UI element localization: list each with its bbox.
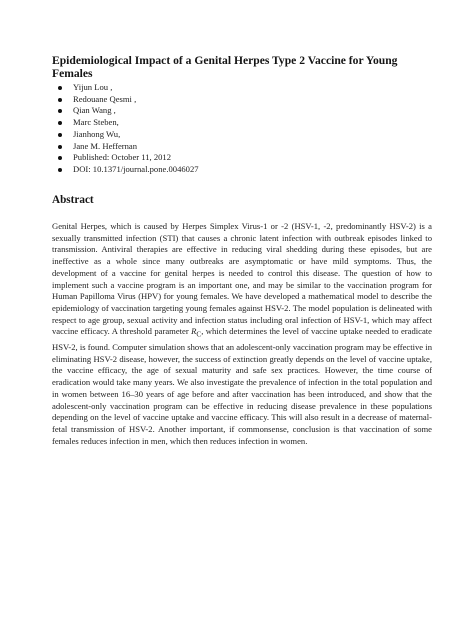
author-name: Jane M. Heffernan: [73, 140, 138, 151]
bullet-icon: [58, 145, 62, 149]
threshold-subscript: C: [196, 331, 202, 340]
bullet-icon: [58, 121, 62, 125]
author-meta-list: [52, 82, 432, 176]
author-item: [52, 141, 432, 153]
paper-title: Epidemiological Impact of a Genital Herpes Type 2 Vaccine for Young Females: [52, 54, 398, 81]
bullet-icon: [58, 86, 62, 90]
bullet-icon: [58, 156, 62, 160]
bullet-icon: [58, 98, 62, 102]
author-name: Redouane Qesmi ,: [73, 93, 137, 104]
author-item: [52, 129, 432, 141]
author-item: [52, 105, 432, 117]
bullet-icon: [58, 168, 62, 172]
bullet-icon: [58, 109, 62, 113]
author-name: Marc Steben,: [73, 117, 119, 128]
published-date-item: [52, 152, 432, 164]
author-name: Qian Wang ,: [73, 105, 116, 116]
doi-item: [52, 164, 432, 176]
doi-text: DOI: 10.1371/journal.pone.0046027: [73, 163, 199, 174]
author-item: [52, 117, 432, 129]
abstract-text-part2: , which determines the level of vaccine uptake needed to eradicate HSV-2, is found. Computer simulation shows that an adolescent-only vaccination program may be effective in eliminating HSV-2 disease, however, the success of extinction greatly depends on the level of vaccine uptake, the vaccine efficacy, the age of sexual maturity and safe sex practices. However, the time course of eradication would take many years. We also investigate the prevalence of infection in the total population and in women between 16–30 years of age before and after vaccination has been introduced, and show that the adolescent-only vaccination program can be effective in reducing disease prevalence in these populations depending on the level of vaccine uptake and vaccine efficacy. This will also result in a decrease of maternal-fetal transmission of HSV-2. Another important, if commonsense, conclusion is that vaccination of some females reduces infection in men, which then reduces infection in women.: [52, 326, 432, 446]
author-name: Yijun Lou ,: [73, 82, 113, 92]
bullet-icon: [58, 133, 62, 137]
abstract-text-part1: Genital Herpes, which is caused by Herpes Simplex Virus-1 or -2 (HSV-1, -2, predominantly HSV-2) is a sexually transmitted infection (STI) that causes a chronic latent infection with outbreak episodes linked to transmission. Antiviral therapies are effective in reducing viral shedding during these episodes, but are ineffective as a whole since many outbreaks are asymptomatic or have mild symptoms. Thus, the development of a vaccine for genital herpes is needed to control this disease. The question of how to implement such a vaccine program is an important one, and may be similar to the vaccination program for Human Papilloma Virus (HPV) for young females. We have developed a mathematical model to describe the epidemiology of vaccination targeting young females against HSV-2. The model population is delineated with respect to age group, sexual activity and infection status including oral infection of HSV-1, which may affect vaccine efficacy. A threshold parameter: [52, 221, 432, 337]
published-date: Published: October 11, 2012: [73, 152, 172, 163]
author-item: [52, 82, 432, 94]
abstract-body: [52, 221, 432, 447]
abstract-heading: Abstract: [52, 194, 94, 206]
author-name: Jianhong Wu,: [73, 128, 121, 139]
author-item: [52, 94, 432, 106]
threshold-symbol: R: [191, 326, 197, 337]
